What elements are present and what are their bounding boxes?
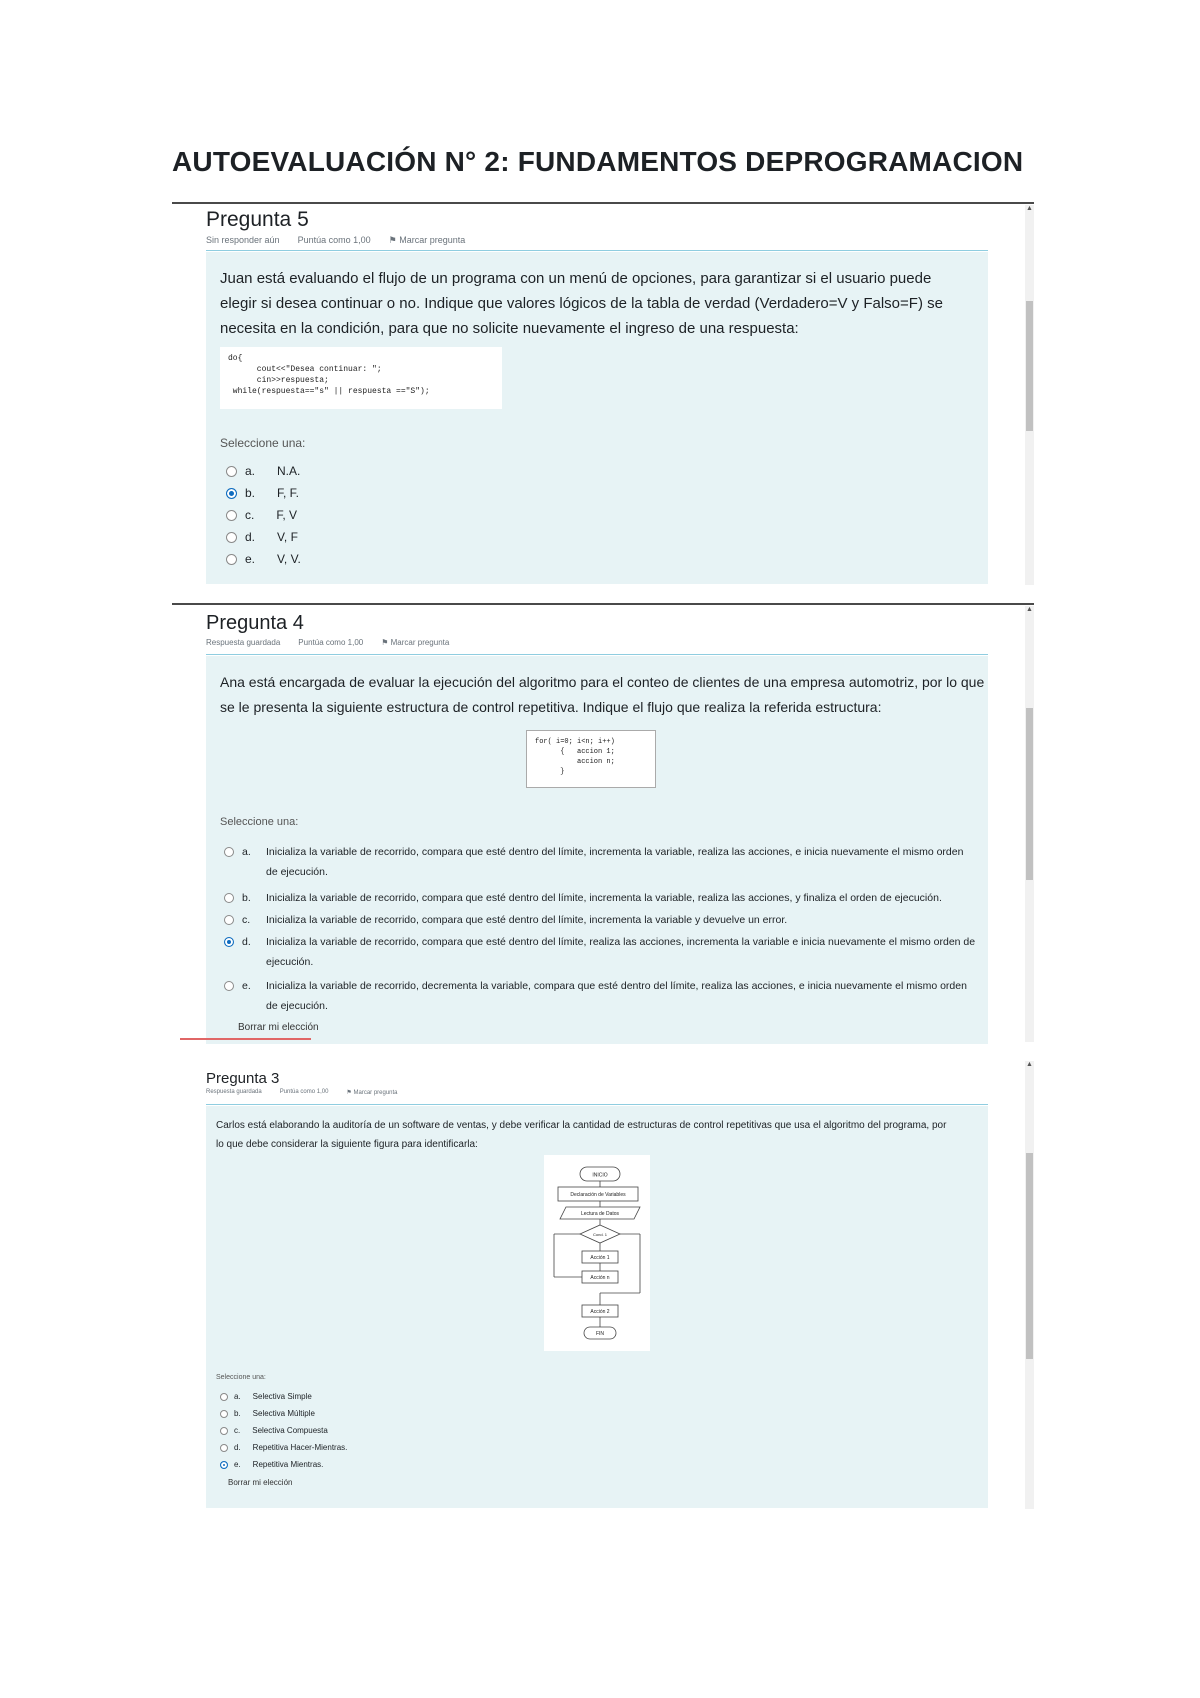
- question-state: Respuesta guardada: [206, 1089, 262, 1095]
- red-underline: [180, 1038, 311, 1040]
- option-a[interactable]: a. Inicializa la variable de recorrido, compara que esté dentro del límite, incrementa la variable, realiza las acciones, e inicia nuevamente el mismo orden de ejecución.: [224, 842, 984, 882]
- flowchart-figure: [544, 1155, 650, 1351]
- radio-icon[interactable]: [220, 1393, 228, 1401]
- radio-icon[interactable]: [226, 554, 237, 565]
- scrollbar-thumb[interactable]: [1026, 1153, 1033, 1359]
- select-label: Seleccione una:: [216, 1374, 266, 1381]
- option-e[interactable]: e. Repetitiva Mientras.: [220, 1460, 323, 1469]
- option-a[interactable]: a. Selectiva Simple: [220, 1392, 312, 1401]
- radio-icon[interactable]: [226, 532, 237, 543]
- flow-decision-label: Cond. 1: [592, 1232, 608, 1237]
- option-b[interactable]: b. Selectiva Múltiple: [220, 1409, 315, 1418]
- question-title: Pregunta 3: [206, 1070, 280, 1087]
- scrollbar-thumb[interactable]: [1026, 708, 1033, 880]
- option-e[interactable]: e. Inicializa la variable de recorrido, decrementa la variable, compara que esté dentro del límite, realiza las acciones, e inicia nuevamente el mismo orden de ejecución.: [224, 976, 984, 1016]
- section-divider: [172, 202, 1034, 204]
- radio-icon[interactable]: [226, 488, 237, 499]
- question-text: Juan está evaluando el flujo de un programa con un menú de opciones, para garantizar si el usuario puede elegir si desea continuar o no. Indique que valores lógicos de la tabla de verdad (Verdadero=V y Falso=F) se necesita en la condición, para que no solicite nuevamente el ingreso de una respuesta:: [220, 270, 943, 337]
- radio-icon[interactable]: [224, 937, 234, 947]
- question-header: [206, 612, 988, 655]
- question-grade: Puntúa como 1,00: [297, 235, 371, 245]
- flow-actionn-label: Acción n: [590, 1275, 610, 1281]
- flag-question-link[interactable]: ⚑ Marcar pregunta: [388, 235, 466, 245]
- question-meta: [206, 1089, 988, 1096]
- code-snippet: for( i=0; i<n; i++) { accion 1; accion n; }: [526, 730, 656, 788]
- question-header: [206, 208, 988, 251]
- flowchart-svg: [544, 1155, 650, 1351]
- question-panel: [206, 252, 988, 584]
- radio-icon[interactable]: [224, 915, 234, 925]
- radio-icon[interactable]: [220, 1461, 228, 1469]
- question-grade: Puntúa como 1,00: [279, 1089, 329, 1095]
- flag-icon: ⚑: [381, 638, 389, 647]
- question-title: Pregunta 5: [206, 208, 309, 231]
- flow-start-label: INICIO: [592, 1172, 608, 1179]
- option-b[interactable]: b. Inicializa la variable de recorrido, compara que esté dentro del límite, incrementa la variable, realiza las acciones, y finaliza el orden de ejecución.: [224, 888, 984, 908]
- option-c[interactable]: c. F, V: [226, 508, 297, 522]
- clear-choice-link[interactable]: Borrar mi elección: [238, 1022, 319, 1033]
- radio-icon[interactable]: [220, 1444, 228, 1452]
- radio-icon[interactable]: [226, 510, 237, 521]
- option-e[interactable]: e. V, V.: [226, 552, 301, 566]
- radio-icon[interactable]: [220, 1410, 228, 1418]
- question-state: Respuesta guardada: [206, 638, 281, 647]
- flow-action2-label: Acción 2: [590, 1309, 610, 1315]
- scrollbar[interactable]: ▲: [1025, 1061, 1034, 1509]
- option-d[interactable]: d. Inicializa la variable de recorrido, compara que esté dentro del límite, realiza las acciones, incrementa la variable e inicia nuevamente el mismo orden de ejecución.: [224, 932, 984, 972]
- flow-declare-label: Declaración de Variables: [570, 1192, 626, 1198]
- flow-action1-label: Acción 1: [590, 1255, 610, 1261]
- question-title: Pregunta 4: [206, 612, 304, 634]
- option-c[interactable]: c. Selectiva Compuesta: [220, 1426, 328, 1435]
- question-state: Sin responder aún: [206, 235, 280, 245]
- select-label: Seleccione una:: [220, 436, 306, 450]
- flag-icon: ⚑: [388, 235, 397, 245]
- document-title: AUTOEVALUACIÓN N° 2: FUNDAMENTOS DEPROGRAMACION: [172, 146, 1024, 177]
- scrollbar[interactable]: ▲: [1025, 606, 1034, 1042]
- question-panel: [206, 656, 988, 1044]
- flag-icon: ⚑: [346, 1090, 352, 1096]
- flow-end-label: FIN: [595, 1331, 605, 1337]
- question-text: Ana está encargada de evaluar la ejecución del algoritmo para el conteo de clientes de una empresa automotriz, por lo que se le presenta la siguiente estructura de control repetitiva. Indique el flujo que realiza la referida estructura:: [220, 674, 985, 715]
- radio-icon[interactable]: [220, 1427, 228, 1435]
- radio-icon[interactable]: [224, 981, 234, 991]
- section-divider: [172, 603, 1034, 605]
- option-c[interactable]: c. Inicializa la variable de recorrido, compara que esté dentro del límite, incrementa la variable y devuelve un error.: [224, 910, 984, 930]
- code-snippet: do{ cout<<"Desea continuar: "; cin>>respuesta; while(respuesta=="s" || respuesta =="S");: [220, 347, 502, 409]
- question-meta: [206, 638, 988, 647]
- scrollbar-thumb[interactable]: [1026, 301, 1033, 431]
- flag-question-link[interactable]: ⚑ Marcar pregunta: [381, 638, 450, 647]
- flow-read-label: Lectura de Datos: [580, 1211, 620, 1217]
- flag-question-link[interactable]: ⚑ Marcar pregunta: [346, 1090, 398, 1096]
- question-meta: [206, 235, 988, 246]
- radio-icon[interactable]: [224, 847, 234, 857]
- option-a[interactable]: a. N.A.: [226, 464, 300, 478]
- clear-choice-link[interactable]: Borrar mi elección: [228, 1478, 293, 1487]
- radio-icon[interactable]: [226, 466, 237, 477]
- option-d[interactable]: d. V, F: [226, 530, 298, 544]
- select-label: Seleccione una:: [220, 816, 299, 828]
- radio-icon[interactable]: [224, 893, 234, 903]
- question-text: Carlos está elaborando la auditoría de un software de ventas, y debe verificar la cantidad de estructuras de control repetitivas que usa el algoritmo del programa, por lo que debe considerar la siguiente figura para identificarla:: [216, 1120, 947, 1150]
- question-header: [206, 1070, 988, 1105]
- scrollbar[interactable]: ▲: [1025, 205, 1034, 585]
- option-b[interactable]: b. F, F.: [226, 486, 299, 500]
- question-grade: Puntúa como 1,00: [298, 638, 364, 647]
- option-d[interactable]: d. Repetitiva Hacer-Mientras.: [220, 1443, 347, 1452]
